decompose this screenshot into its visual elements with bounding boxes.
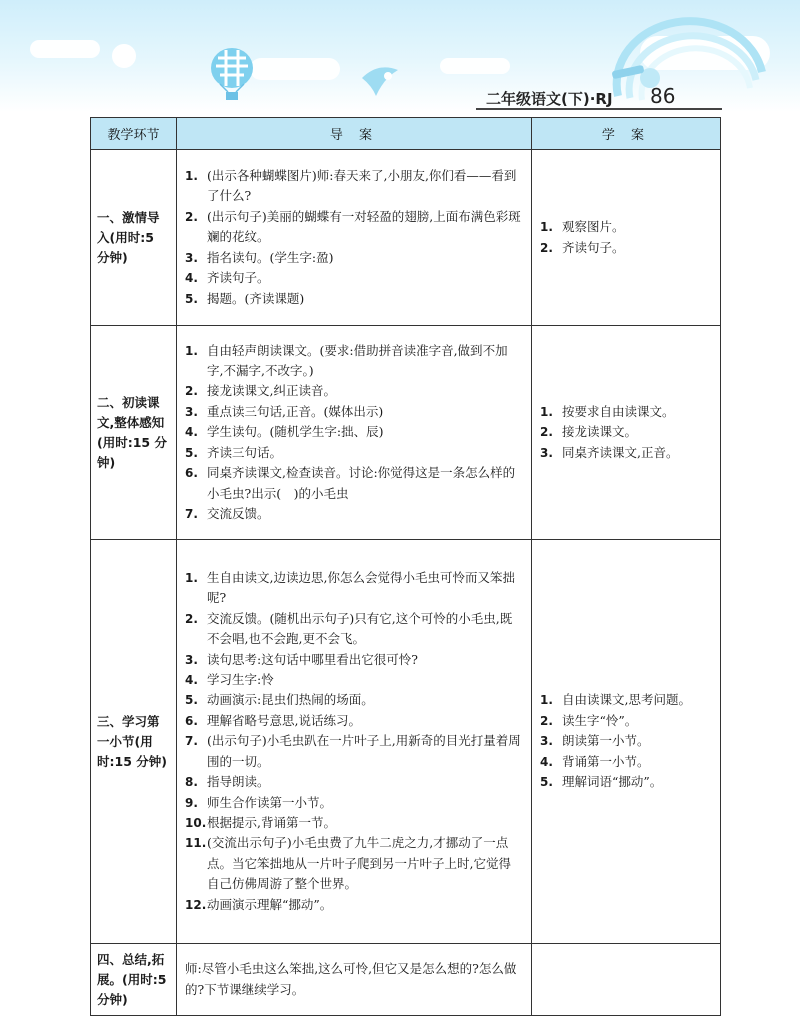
list-item: 2. 读生字“怜”。 [540, 712, 638, 728]
list-item: 4. 学生读句。(随机学生字:拙、辰) [185, 424, 384, 440]
list-item: 1. 观察图片。 [540, 219, 625, 235]
list-item: 3. 同桌齐读课文,正音。 [540, 444, 679, 460]
column-header-guide: 导 案 [177, 118, 532, 150]
list-item: 3. 读句思考:这句话中哪里看出它很可怜? [185, 651, 418, 667]
hot-air-balloon-icon [211, 48, 253, 100]
list-item: 12. 动画演示理解“挪动”。 [185, 896, 333, 912]
bird-icon [362, 67, 398, 96]
column-header-stage: 教学环节 [91, 118, 177, 150]
list-item: 2. 接龙读课文,纠正读音。 [185, 383, 336, 399]
list-item: 3. 指名读句。(学生字:盈) [185, 249, 334, 265]
study-cell [532, 150, 721, 326]
table-row [91, 944, 721, 1016]
study-cell [532, 326, 721, 540]
list-item: 4. 学习生字:怜 [185, 672, 274, 688]
list-item: 2. 齐读句子。 [540, 239, 625, 255]
list-item: 3. 重点读三句话,正音。(媒体出示) [185, 403, 384, 419]
study-cell [532, 540, 721, 944]
list-item: 4. 背诵第一小节。 [540, 753, 650, 769]
list-item: 1. 按要求自由读课文。 [540, 403, 675, 419]
guide-cell [177, 150, 532, 326]
subject-label: 二年级语文(下)·RJ [486, 90, 613, 108]
list-item: 5. 揭题。(齐读课题) [185, 290, 305, 306]
list-item: 6. 同桌齐读课文,检查读音。讨论:你觉得这是一条怎么样的小毛虫?出示( )的小毛虫 [185, 465, 516, 501]
table-row [91, 326, 721, 540]
list-item: 2. 接龙读课文。 [540, 424, 638, 440]
list-item: 5. 动画演示:昆虫们热闹的场面。 [185, 692, 374, 708]
list-item: 4. 齐读句子。 [185, 270, 270, 286]
list-item: 8. 指导朗读。 [185, 774, 270, 790]
list-item: 5. 理解词语“挪动”。 [540, 774, 663, 790]
table-row [91, 150, 721, 326]
list-item: 2. 交流反馈。(随机出示句子)只有它,这个可怜的小毛虫,既不会唱,也不会跑,更不会飞。 [185, 610, 513, 647]
list-item: 10. 根据提示,背诵第一节。 [185, 814, 336, 830]
list-item: 5. 齐读三句话。 [185, 444, 283, 460]
list-item: 7. 交流反馈。 [185, 505, 270, 521]
list-item: 1. 自由轻声朗读课文。(要求:借助拼音读准字音,做到不加字,不漏字,不改字。) [185, 342, 508, 379]
table-row [91, 540, 721, 944]
list-item: 2. (出示句子)美丽的蝴蝶有一对轻盈的翅膀,上面布满色彩斑斓的花纹。 [185, 208, 521, 245]
summary-text: 师:尽管小毛虫这么笨拙,这么可怜,但它又是怎么想的?怎么做的?下节课继续学习。 [185, 961, 517, 997]
list-item: 9. 师生合作读第一小节。 [185, 794, 333, 810]
list-item: 7. (出示句子)小毛虫趴在一片叶子上,用新奇的目光打量着周围的一切。 [185, 733, 521, 769]
study-cell [532, 944, 721, 1016]
stage-cell: 四、总结,拓展。(用时:5 分钟) [91, 944, 177, 1016]
page-number: 86 [650, 84, 676, 108]
table-header-row [91, 118, 721, 150]
list-item: 3. 朗读第一小节。 [540, 733, 650, 749]
list-item: 1. 生自由读文,边读边思,你怎么会觉得小毛虫可怜而又笨拙呢? [185, 570, 515, 606]
list-item: 6. 理解省略号意思,说话练习。 [185, 712, 361, 728]
list-item: 11. (交流出示句子)小毛虫费了九牛二虎之力,才挪动了一点点。当它笨拙地从一片叶子爬到另一片叶子上时,它觉得自己仿佛周游了整个世界。 [185, 835, 511, 892]
column-header-study: 学 案 [532, 118, 721, 150]
stage-cell: 三、学习第一小节(用时:15 分钟) [91, 540, 177, 944]
guide-cell [177, 540, 532, 944]
lesson-plan-table [90, 117, 721, 1016]
guide-cell [177, 326, 532, 540]
list-item: 1. (出示各种蝴蝶图片)师:春天来了,小朋友,你们看——看到了什么? [185, 168, 517, 204]
header-rule [476, 108, 722, 110]
stage-cell: 一、激情导入(用时:5 分钟) [91, 150, 177, 326]
list-item: 1. 自由读课文,思考问题。 [540, 692, 691, 708]
stage-cell: 二、初读课文,整体感知(用时:15 分钟) [91, 326, 177, 540]
page-header [478, 86, 718, 108]
guide-cell [177, 944, 532, 1016]
